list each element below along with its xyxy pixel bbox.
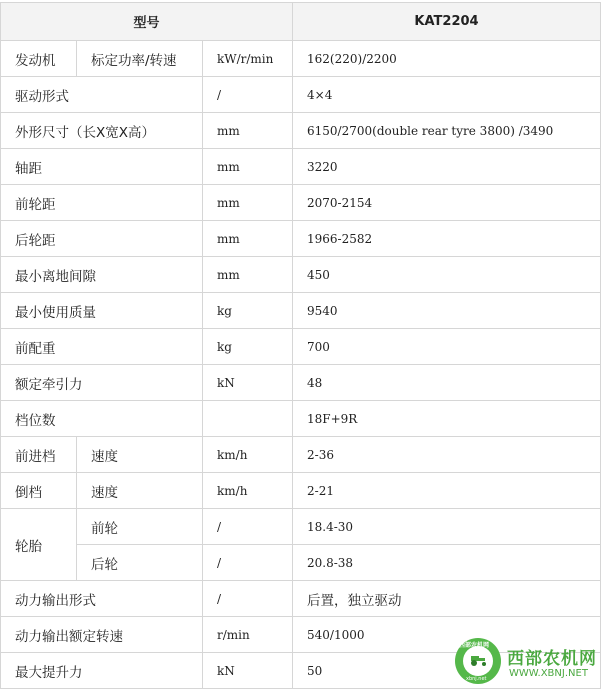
table-row [1, 221, 601, 257]
row-label: 最小离地间隙 [1, 257, 203, 293]
row-unit: mm [203, 221, 293, 257]
table-row [1, 401, 601, 437]
row-value: 20.8-38 [293, 545, 601, 581]
watermark-logo [455, 638, 501, 684]
table-row [1, 545, 601, 581]
row-label: 外形尺寸（长X宽X高） [1, 113, 203, 149]
table-row [1, 581, 601, 617]
row-unit: kN [203, 653, 293, 689]
table-row [1, 113, 601, 149]
watermark-ring-url: xbnj.net [466, 676, 487, 682]
row-unit: mm [203, 149, 293, 185]
row-label: 驱动形式 [1, 77, 203, 113]
table-row [1, 329, 601, 365]
row-unit: mm [203, 185, 293, 221]
watermark-url: WWW.XBNJ.NET [509, 668, 588, 679]
row-value: 4×4 [293, 77, 601, 113]
table-row [1, 257, 601, 293]
table-row [1, 77, 601, 113]
row-label: 最小使用质量 [1, 293, 203, 329]
table-row [1, 149, 601, 185]
table-row [1, 293, 601, 329]
row-label: 前轮距 [1, 185, 203, 221]
table-row [1, 185, 601, 221]
row-unit: km/h [203, 473, 293, 509]
row-unit: kN [203, 365, 293, 401]
row-label: 倒档 [1, 473, 77, 509]
table-row [1, 41, 601, 77]
watermark-title: 西部农机网 [507, 649, 597, 669]
row-value: 9540 [293, 293, 601, 329]
row-label: 额定牵引力 [1, 365, 203, 401]
row-value: 18.4-30 [293, 509, 601, 545]
site-watermark [455, 636, 601, 688]
row-value: 后置，独立驱动 [293, 581, 601, 617]
row-value: 18F+9R [293, 401, 601, 437]
table-row [1, 509, 601, 545]
table-row [1, 473, 601, 509]
row-unit [203, 401, 293, 437]
row-value: 6150/2700(double rear tyre 3800) /3490 [293, 113, 601, 149]
model-label: 型号 [1, 3, 293, 41]
row-value: 50 [293, 653, 601, 689]
row-value: 540/1000 [293, 617, 601, 653]
row-label: 最大提升力 [1, 653, 203, 689]
row-label: 档位数 [1, 401, 203, 437]
row-sublabel: 速度 [77, 473, 203, 509]
row-unit: r/min [203, 617, 293, 653]
table-row [1, 365, 601, 401]
row-unit: / [203, 509, 293, 545]
row-sublabel: 后轮 [77, 545, 203, 581]
row-sublabel: 标定功率/转速 [77, 41, 203, 77]
row-sublabel: 前轮 [77, 509, 203, 545]
row-unit: mm [203, 113, 293, 149]
row-label: 发动机 [1, 41, 77, 77]
row-value: 2070-2154 [293, 185, 601, 221]
row-value: 162(220)/2200 [293, 41, 601, 77]
tractor-icon [468, 654, 488, 666]
row-unit: / [203, 77, 293, 113]
row-value: 2-21 [293, 473, 601, 509]
row-label: 轮胎 [1, 509, 77, 581]
row-value: 48 [293, 365, 601, 401]
row-value: 450 [293, 257, 601, 293]
row-label: 动力输出额定转速 [1, 617, 203, 653]
row-unit: / [203, 545, 293, 581]
row-value: 2-36 [293, 437, 601, 473]
row-label: 轴距 [1, 149, 203, 185]
row-value: 1966-2582 [293, 221, 601, 257]
row-unit: km/h [203, 437, 293, 473]
row-label: 动力输出形式 [1, 581, 203, 617]
row-unit: / [203, 581, 293, 617]
row-label: 前进档 [1, 437, 77, 473]
watermark-ring-text: 西部农机网 [459, 642, 490, 649]
row-value: 700 [293, 329, 601, 365]
row-label: 前配重 [1, 329, 203, 365]
row-unit: mm [203, 257, 293, 293]
row-label: 后轮距 [1, 221, 203, 257]
spec-table [0, 2, 601, 689]
row-unit: kW/r/min [203, 41, 293, 77]
row-sublabel: 速度 [77, 437, 203, 473]
row-value: 3220 [293, 149, 601, 185]
row-unit: kg [203, 329, 293, 365]
table-header-row [1, 3, 601, 41]
table-row [1, 437, 601, 473]
row-unit: kg [203, 293, 293, 329]
model-value: KAT2204 [293, 3, 601, 41]
